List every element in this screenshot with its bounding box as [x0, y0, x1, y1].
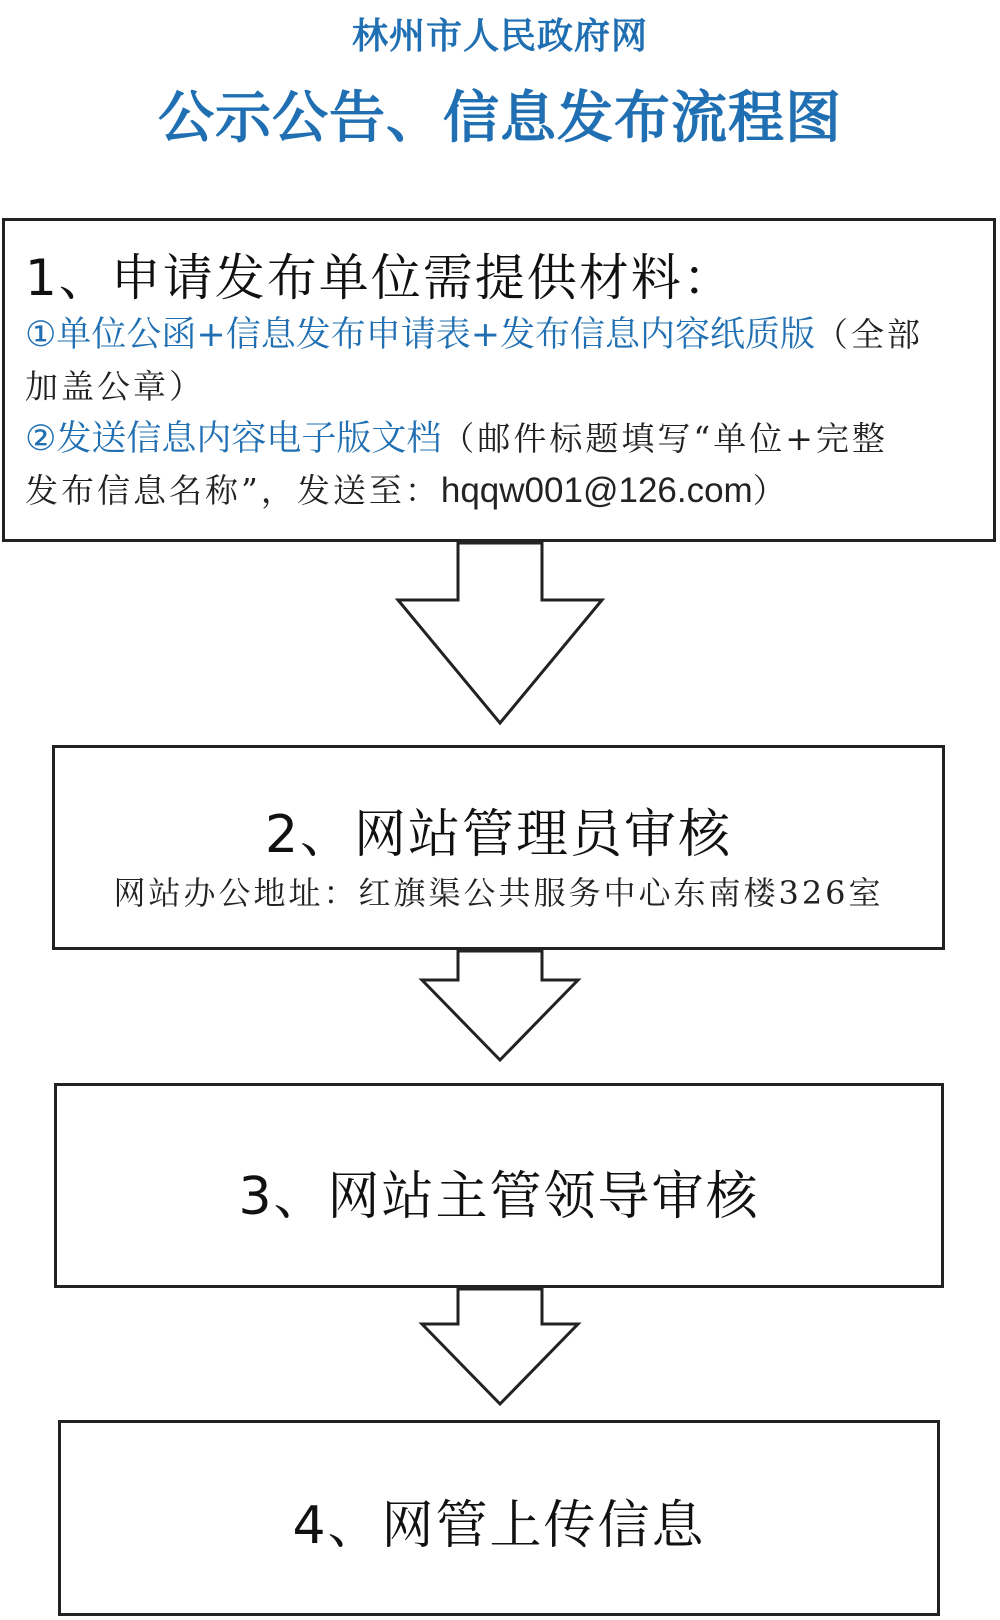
- step-1-item-2-cont: [25, 465, 973, 517]
- step-4-box: [58, 1420, 940, 1616]
- step-1-box: [2, 218, 996, 542]
- step-1-title: 1、申请发布单位需提供材料：: [25, 249, 735, 307]
- step-1-item-1: [25, 309, 973, 361]
- step-1-item-1-note-cont: 加盖公章）: [25, 367, 205, 406]
- step-1-item-1-cont: [25, 361, 973, 413]
- office-address: 网站办公地址：红旗渠公共服务中心东南楼326室: [113, 874, 884, 912]
- site-name: 林州市人民政府网: [351, 16, 648, 57]
- chart-title: 公示公告、信息发布流程图: [158, 86, 842, 151]
- step-2-title: 2、网站管理员审核: [264, 805, 733, 865]
- step-1-item-2-close: ）: [752, 471, 789, 510]
- arrow-2: [410, 948, 590, 1088]
- step-1-item-1-note: （全部: [815, 315, 924, 354]
- step-1-item-2-note-cont: 发布信息名称”，发送至：: [25, 471, 441, 510]
- arrow-3: [410, 1286, 590, 1426]
- email-address: hqqw001@126.com: [440, 471, 753, 510]
- step-1-item-2-text: ②发送信息内容电子版文档: [25, 419, 442, 459]
- step-1-item-2: [25, 413, 973, 465]
- step-1-item-2-note: （邮件标题填写“单位+完整: [441, 419, 888, 458]
- step-3-title: 3、网站主管领导审核: [238, 1167, 760, 1227]
- arrow-1: [380, 540, 620, 750]
- step-2-box: [52, 745, 945, 950]
- step-1-item-1-text: ①单位公函+信息发布申请表+发布信息内容纸质版: [25, 315, 816, 355]
- step-3-box: [54, 1083, 944, 1288]
- step-4-title: 4、网管上传信息: [292, 1496, 706, 1556]
